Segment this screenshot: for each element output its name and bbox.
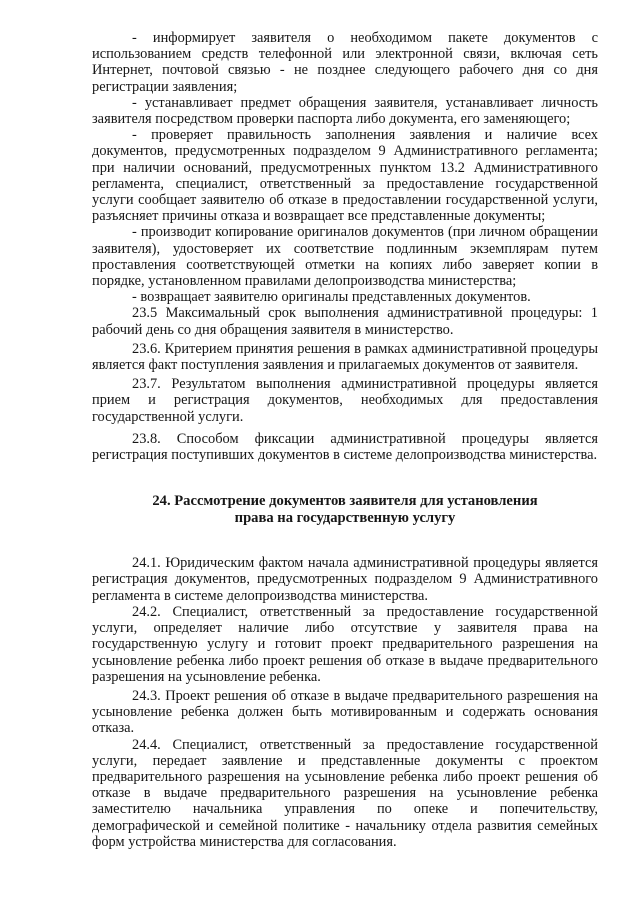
paragraph-inform-applicant: - информирует заявителя о необходимом пакете документов с использованием средств телефонной или электронной связи, включая сеть Интернет, почтовой связью - не позднее следующего рабочего дня со дня регистрации заявления;: [92, 30, 598, 95]
paragraph-23-8: 23.8. Способом фиксации административной процедуры является регистрация поступивших документов в системе делопроизводства министерства.: [92, 430, 598, 464]
paragraph-24-1: 24.1. Юридическим фактом начала административной процедуры является регистрация документов, предусмотренных подразделом 9 Административного регламента в системе делопроизводства министерства.: [92, 555, 598, 604]
paragraph-23-6: 23.6. Критерием принятия решения в рамках административной процедуры является факт поступления заявления и прилагаемых документов от заявителя.: [92, 340, 598, 374]
paragraph-24-4: 24.4. Специалист, ответственный за предоставление государственной услуги, передает заявление и представленные документы с проектом предварительного разрешения на усыновление ребенка либо проект решения об отказе в выдаче предварительного разрешения на усыновление ребенка заместителю начальника управления по опеке и попечительству, демографической и семейной политике - начальнику отдела развития семейных форм устройства министерства для согласования.: [92, 736, 598, 850]
paragraph-24-2: 24.2. Специалист, ответственный за предоставление государственной услуги, определяет наличие либо отсутствие у заявителя права на государственную услугу и готовит проект предварительного разрешения на усыновление ребенка либо проект решения об отказе в выдаче предварительного разрешения на усыновление ребенка.: [92, 603, 598, 685]
paragraph-check-documents: - проверяет правильность заполнения заявления и наличие всех документов, предусмотренных подразделом 9 Административного регламента; при наличии оснований, предусмотренных пунктом 13.2 Административного регламента, специалист, ответственный за предоставление государственной услуги сообщает заявителю об отказе в предоставлении государственной услуги, разъясняет причины отказа и возвращает все представленные документы;: [92, 127, 598, 225]
section-heading-line-1: 24. Рассмотрение документов заявителя для установления: [152, 493, 538, 510]
section-heading-line-2: права на государственную услугу: [234, 510, 456, 527]
paragraph-24-3: 24.3. Проект решения об отказе в выдаче предварительного разрешения на усыновление ребенка должен быть мотивированным и содержать основания отказа.: [92, 687, 598, 737]
paragraph-copy-originals: - производит копирование оригиналов документов (при личном обращении заявителя), удостоверяет их соответствие подлинным экземплярам путем проставления соответствующей отметки на копиях либо заверяет копии в порядке, установленном правилами делопроизводства министерства;: [92, 224, 598, 290]
section-heading-24: [92, 493, 598, 527]
paragraph-return-originals: - возвращает заявителю оригиналы представленных документов.: [132, 289, 531, 306]
paragraph-23-5: 23.5 Максимальный срок выполнения административной процедуры: 1 рабочий день со дня обращения заявителя в министерство.: [92, 305, 598, 338]
paragraph-23-7: 23.7. Результатом выполнения административной процедуры является прием и регистрация документов, необходимых для предоставления государственной услуги.: [92, 376, 598, 425]
document-body: [92, 30, 598, 850]
paragraph-establish-identity: - устанавливает предмет обращения заявителя, устанавливает личность заявителя посредством проверки паспорта либо документа, его заменяющего;: [92, 94, 598, 128]
